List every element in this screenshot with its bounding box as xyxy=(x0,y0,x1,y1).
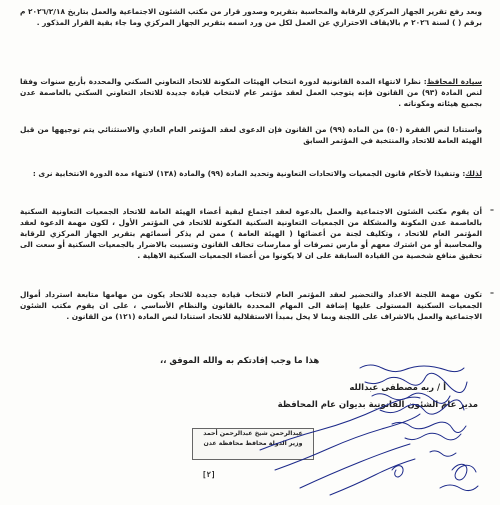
stamp-title: وزير الدولة محافظ محافظة عدن xyxy=(203,439,303,447)
page-number: [٢] xyxy=(202,470,216,479)
paragraph-intro: وبعد رفع تقرير الجهاز المركزي للرقابة والمحاسبة بتقريره وصدور قرار من مكتب الشئون الاجتماعية والعمل بتاريخ ٢٠٢٦/٢/١٨ م برقم ( ) لسنة ٢٠٢٦ م بالايقاف الاحترازي عن العمل لكل من ورد اسمه بتقرير الجهاز المركزي وما جاء بقية القرار المذكور . xyxy=(20,7,482,27)
paragraph-article: واستنادا لنص الفقرة (٥٠) من المادة (٩٩) من القانون فإن الدعوى لعقد المؤتمر العام العادي والاستثنائي يتم توجيهها من قبل الهيئة العامة للاتحاد والمنتخبة في المؤتمر السابق xyxy=(20,125,482,145)
bullet-2-marker: – xyxy=(490,288,494,297)
therefore-text: : وتنفيذا لأحكام قانون الجمعيات والاتحادات التعاونية وتحديد المادة (٩٩) والمادة (١٣٨) لانتهاء مدة الدورة الانتخابية نرى : xyxy=(32,169,466,178)
recommendation-2: تكون مهمة اللجنة الاعداد والتحضير لعقد المؤتمر العام لانتخاب قيادة جديدة للاتحاد يكون من مهامها متابعة استرداد أموال الجمعيات السكنية المستولى عليها إضافة الى المهام المحددة بالقانون والنظام الأساسي ، على ان يقوم مكتب الشئون الاجتماعية والعمل بالاشراف على اللجنة وبما لا يخل بمبدأ الاستقلالية للاتحاد استنادا لنص المادة (١٢١) من القانون . xyxy=(20,290,482,321)
stamp-name: عبدالرحمن شيخ عبدالرحمن أحمد xyxy=(203,430,303,437)
bullet-1-marker: – xyxy=(490,205,494,214)
governor-heading: سيادة المحافظ xyxy=(426,77,482,86)
signer-title: مدير عام الشئون القانونية بديوان عام المحافظة xyxy=(277,400,478,410)
closing-line: هذا ما وجب إفادتكم به والله الموفق ،، xyxy=(160,356,320,366)
governor-text: : نظرا لانتهاء المدة القانونية لدورة انتخاب الهيئات المكونة للاتحاد التعاوني السكني والمحددة بأربع سنوات وفقا لنص المادة (٩٣) من القانون فإنه يتوجب العمل لعقد مؤتمر عام لانتخاب قيادة جديدة للاتحاد التعاوني السكني بالعاصمة عدن بجميع هيئاته ومكوناته . xyxy=(20,77,482,108)
signer-name: أ / ربه مصطفى عبدالله xyxy=(349,383,446,393)
recommendation-1: أن يقوم مكتب الشئون الاجتماعية والعمل بالدعوة لعقد اجتماع لبقية أعضاء الهيئة العامة للاتحاد الجمعيات التعاونية السكنية بالعاصمة عدن المكونة والمشكلة من الجمعيات التعاونية السكنية المكونة للاتحاد في المؤتمر الأول ، لكون مهمة الدعوة لعقد المؤتمر العام للاتحاد ، وتكليف لجنة من أعضائها ( الهيئة العامة ) ممن لم يذكر أسمائهم بتقرير الجهاز المركزي للرقابة والمحاسبة أو من اشترك معهم أو مارس تصرفات أو ممارسات تخالف القانون وتسببت بالاضرار بالجمعيات السكنية أو سعت الى تحقيق منافع شخصية من القيادة السابقة على ان لا يكونوا من أعضاء الجمعيات السكنية الاهلية . xyxy=(20,207,482,260)
therefore-heading: لذلك xyxy=(465,169,482,178)
